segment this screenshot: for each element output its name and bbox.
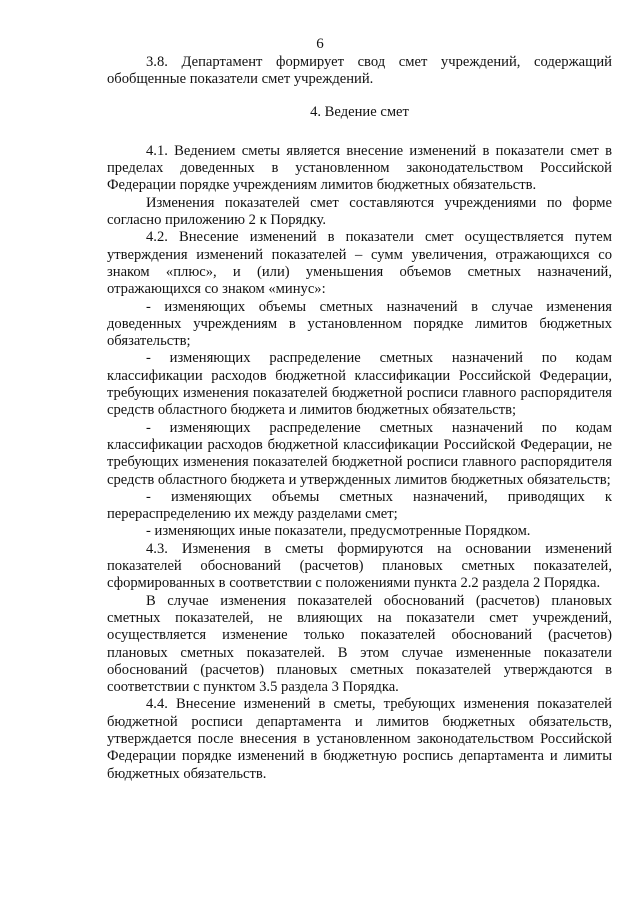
list-item: - изменяющих объемы сметных назначений, приводящих к перераспределению их между разделами смет; <box>107 488 612 523</box>
page-number: 6 <box>316 36 324 52</box>
paragraph-4-1: 4.1. Ведением сметы является внесение изменений в показатели смет в пределах доведенных в установленном законодательством Российской Федерации порядке учреждениям лимитов бюджетных обязательств. <box>107 142 612 194</box>
paragraph-4-3: 4.3. Изменения в сметы формируются на основании изменений показателей обоснований (расчетов) плановых сметных показателей, сформированных в соответствии с положениями пункта 2.2 раздела 2 Порядка. <box>107 540 612 592</box>
paragraph-changes-form: Изменения показателей смет составляются учреждениями по форме согласно приложению 2 к Порядку. <box>107 194 612 229</box>
paragraph-4-2: 4.2. Внесение изменений в показатели смет осуществляется путем утверждения изменений показателей – сумм увеличения, отражающихся со знаком «плюс», и (или) уменьшения объемов сметных назначений, отражающихся со знаком «минус»: <box>107 229 612 298</box>
paragraph-3-8: 3.8. Департамент формирует свод смет учреждений, содержащий обобщенные показатели смет учреждений. <box>107 54 612 88</box>
section-heading: 4. Ведение смет <box>310 103 409 120</box>
document-body <box>107 54 612 783</box>
list-item: - изменяющих распределение сметных назначений по кодам классификации расходов бюджетной классификации Российской Федерации, требующих изменения показателей бюджетной росписи главного распорядителя средств областного бюджета и лимитов бюджетных обязательств; <box>107 350 612 419</box>
paragraph-justification-changes: В случае изменения показателей обоснований (расчетов) плановых сметных показателей, не влияющих на показатели смет учреждений, осуществляется изменение только показателей обоснований (расчетов) плановых сметных показателей. В этом случае измененные показатели обоснований (расчетов) плановых сметных показателей утверждаются в соответствии с пунктом 3.5 раздела 3 Порядка. <box>107 592 612 696</box>
list-item: - изменяющих распределение сметных назначений по кодам классификации расходов бюджетной классификации Российской Федерации, не требующих изменения показателей бюджетной росписи главного распорядителя средств областного бюджета и утвержденных лимитов бюджетных обязательств; <box>107 419 612 488</box>
list-item: - изменяющих объемы сметных назначений в случае изменения доведенных учреждениям в установленном порядке лимитов бюджетных обязательств; <box>107 298 612 350</box>
paragraph-4-4: 4.4. Внесение изменений в сметы, требующих изменения показателей бюджетной росписи департамента и лимитов бюджетных обязательств, утверждается после внесения в установленном законодательством Российской Федерации порядке изменений в бюджетную роспись департамента и лимиты бюджетных обязательств. <box>107 696 612 782</box>
list-item: - изменяющих иные показатели, предусмотренные Порядком. <box>146 523 531 540</box>
